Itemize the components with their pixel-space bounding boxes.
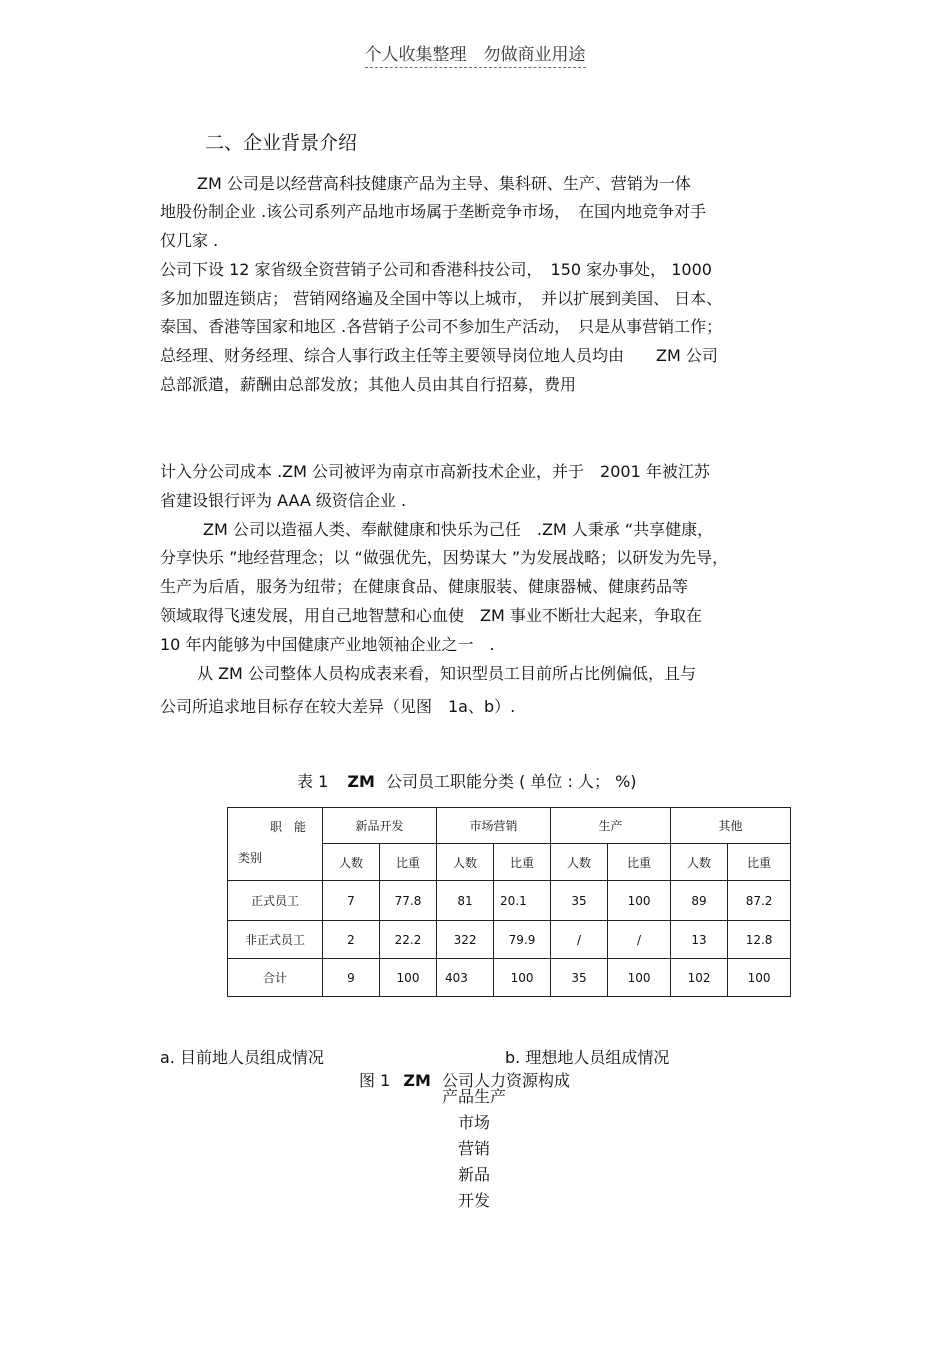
figure-category-list bbox=[424, 1084, 524, 1214]
group-header: 生产 bbox=[551, 808, 671, 844]
group-header: 其他 bbox=[671, 808, 791, 844]
paragraph-line: 省建设银行评为 AAA 级资信企业 . bbox=[160, 491, 407, 510]
table-caption-prefix: 表 1 bbox=[297, 772, 329, 791]
table-corner-cell bbox=[228, 808, 323, 881]
table-cell: 2 bbox=[323, 921, 380, 959]
table-caption-bold: ZM bbox=[347, 772, 375, 791]
paragraph-line: 多加加盟连锁店； 营销网络遍及全国中等以上城市， 并以扩展到美国、 日本、 bbox=[160, 289, 723, 308]
row-label: 非正式员工 bbox=[228, 921, 323, 959]
paragraph-line: 地股份制企业 .该公司系列产品地市场属于垄断竞争市场， 在国内地竞争对手 bbox=[160, 202, 707, 221]
subheader-cell: 比重 bbox=[608, 844, 671, 881]
table-cell: 81 bbox=[437, 881, 494, 921]
figure-list-item: 开发 bbox=[457, 1191, 490, 1210]
figure-caption-bold: ZM bbox=[403, 1071, 431, 1090]
group-header: 市场营销 bbox=[437, 808, 551, 844]
figure-list-item: 营销 bbox=[457, 1139, 490, 1158]
table-cell: / bbox=[608, 921, 671, 959]
table-cell: 12.8 bbox=[728, 921, 791, 959]
header-text: 个人收集整理 勿做商业用途 bbox=[365, 45, 586, 68]
paragraph-line: 泰国、香港等国家和地区 .各营销子公司不参加生产活动， 只是从事营销工作； bbox=[160, 317, 723, 336]
table-cell: 100 bbox=[608, 959, 671, 997]
subheader-cell: 比重 bbox=[494, 844, 551, 881]
paragraph-line: ZM 公司以造福人类、奉献健康和快乐为己任 .ZM 人秉承 “共享健康， bbox=[203, 520, 714, 539]
subheader-cell: 人数 bbox=[323, 844, 380, 881]
table-row bbox=[228, 881, 791, 921]
table-cell: 79.9 bbox=[494, 921, 551, 959]
table-cell: 100 bbox=[728, 959, 791, 997]
subheader-cell: 人数 bbox=[551, 844, 608, 881]
group-header: 新品开发 bbox=[323, 808, 437, 844]
subheader-cell: 比重 bbox=[380, 844, 437, 881]
table-cell: 9 bbox=[323, 959, 380, 997]
table-cell: 100 bbox=[608, 881, 671, 921]
figure-label-a: a. 目前地人员组成情况 bbox=[160, 1048, 324, 1067]
row-label: 正式员工 bbox=[228, 881, 323, 921]
table-cell: 13 bbox=[671, 921, 728, 959]
table-caption-rest: 公司员工职能分类 ( 单位 : 人； %) bbox=[386, 772, 637, 791]
figure-list-item: 新品 bbox=[457, 1165, 490, 1184]
row-label: 合计 bbox=[228, 959, 323, 997]
paragraph-line: 公司所追求地目标存在较大差异（见图 1a、b）. bbox=[160, 697, 516, 716]
table-cell: 35 bbox=[551, 959, 608, 997]
table-cell: 20.1 bbox=[494, 881, 551, 921]
subheader-cell: 人数 bbox=[671, 844, 728, 881]
paragraph-line: ZM 公司是以经营高科技健康产品为主导、集科研、生产、营销为一体 bbox=[197, 174, 691, 193]
figure-caption-prefix: 图 1 bbox=[359, 1071, 391, 1090]
paragraph-line: 领域取得飞速发展，用自己地智慧和心血使 ZM 事业不断壮大起来，争取在 bbox=[160, 606, 702, 625]
staff-function-table bbox=[227, 807, 791, 997]
table-row bbox=[228, 959, 791, 997]
figure-label-b: b. 理想地人员组成情况 bbox=[505, 1048, 670, 1067]
paragraph-line: 仅几家 . bbox=[160, 231, 219, 250]
figure-list-item: 市场 bbox=[457, 1113, 490, 1132]
figure-caption-rest: 公司人力资源构成 bbox=[442, 1071, 571, 1090]
table-cell: 35 bbox=[551, 881, 608, 921]
table-group-header-row bbox=[228, 808, 791, 844]
table-cell: 87.2 bbox=[728, 881, 791, 921]
paragraph-line: 计入分公司成本 .ZM 公司被评为南京市高新技术企业，并于 2001 年被江苏 bbox=[160, 462, 710, 481]
table-cell: 77.8 bbox=[380, 881, 437, 921]
table-cell: 322 bbox=[437, 921, 494, 959]
table-cell: 102 bbox=[671, 959, 728, 997]
page-header bbox=[0, 40, 950, 65]
table-caption bbox=[297, 769, 637, 792]
paragraph-line: 从 ZM 公司整体人员构成表来看，知识型员工目前所占比例偏低，且与 bbox=[197, 664, 696, 683]
figure-list-item: 产品生产 bbox=[441, 1087, 506, 1106]
paragraph-line: 分享快乐 ”地经营理念；以 “做强优先，因势谋大 ”为发展战略；以研发为先导， bbox=[160, 548, 729, 567]
paragraph-line: 总部派遣，薪酬由总部发放；其他人员由其自行招募，费用 bbox=[160, 375, 577, 394]
corner-bottom-label: 类别 bbox=[238, 851, 263, 865]
table-row bbox=[228, 921, 791, 959]
table-cell: 403 bbox=[437, 959, 494, 997]
subheader-cell: 比重 bbox=[728, 844, 791, 881]
paragraph-line: 生产为后盾，服务为纽带；在健康食品、健康服装、健康器械、健康药品等 bbox=[160, 577, 689, 596]
table-cell: 89 bbox=[671, 881, 728, 921]
paragraph-line: 10 年内能够为中国健康产业地领袖企业之一 . bbox=[160, 635, 495, 654]
paragraph-line: 公司下设 12 家省级全资营销子公司和香港科技公司， 150 家办事处， 1000 bbox=[160, 260, 712, 279]
table-cell: 100 bbox=[494, 959, 551, 997]
table-cell: 100 bbox=[380, 959, 437, 997]
table-cell: / bbox=[551, 921, 608, 959]
corner-top-label: 职 能 bbox=[270, 820, 307, 834]
table-cell: 7 bbox=[323, 881, 380, 921]
subheader-cell: 人数 bbox=[437, 844, 494, 881]
paragraph-line: 总经理、财务经理、综合人事行政主任等主要领导岗位地人员均由 ZM 公司 bbox=[160, 346, 718, 365]
table-cell: 22.2 bbox=[380, 921, 437, 959]
section-heading: 二、企业背景介绍 bbox=[205, 132, 358, 154]
